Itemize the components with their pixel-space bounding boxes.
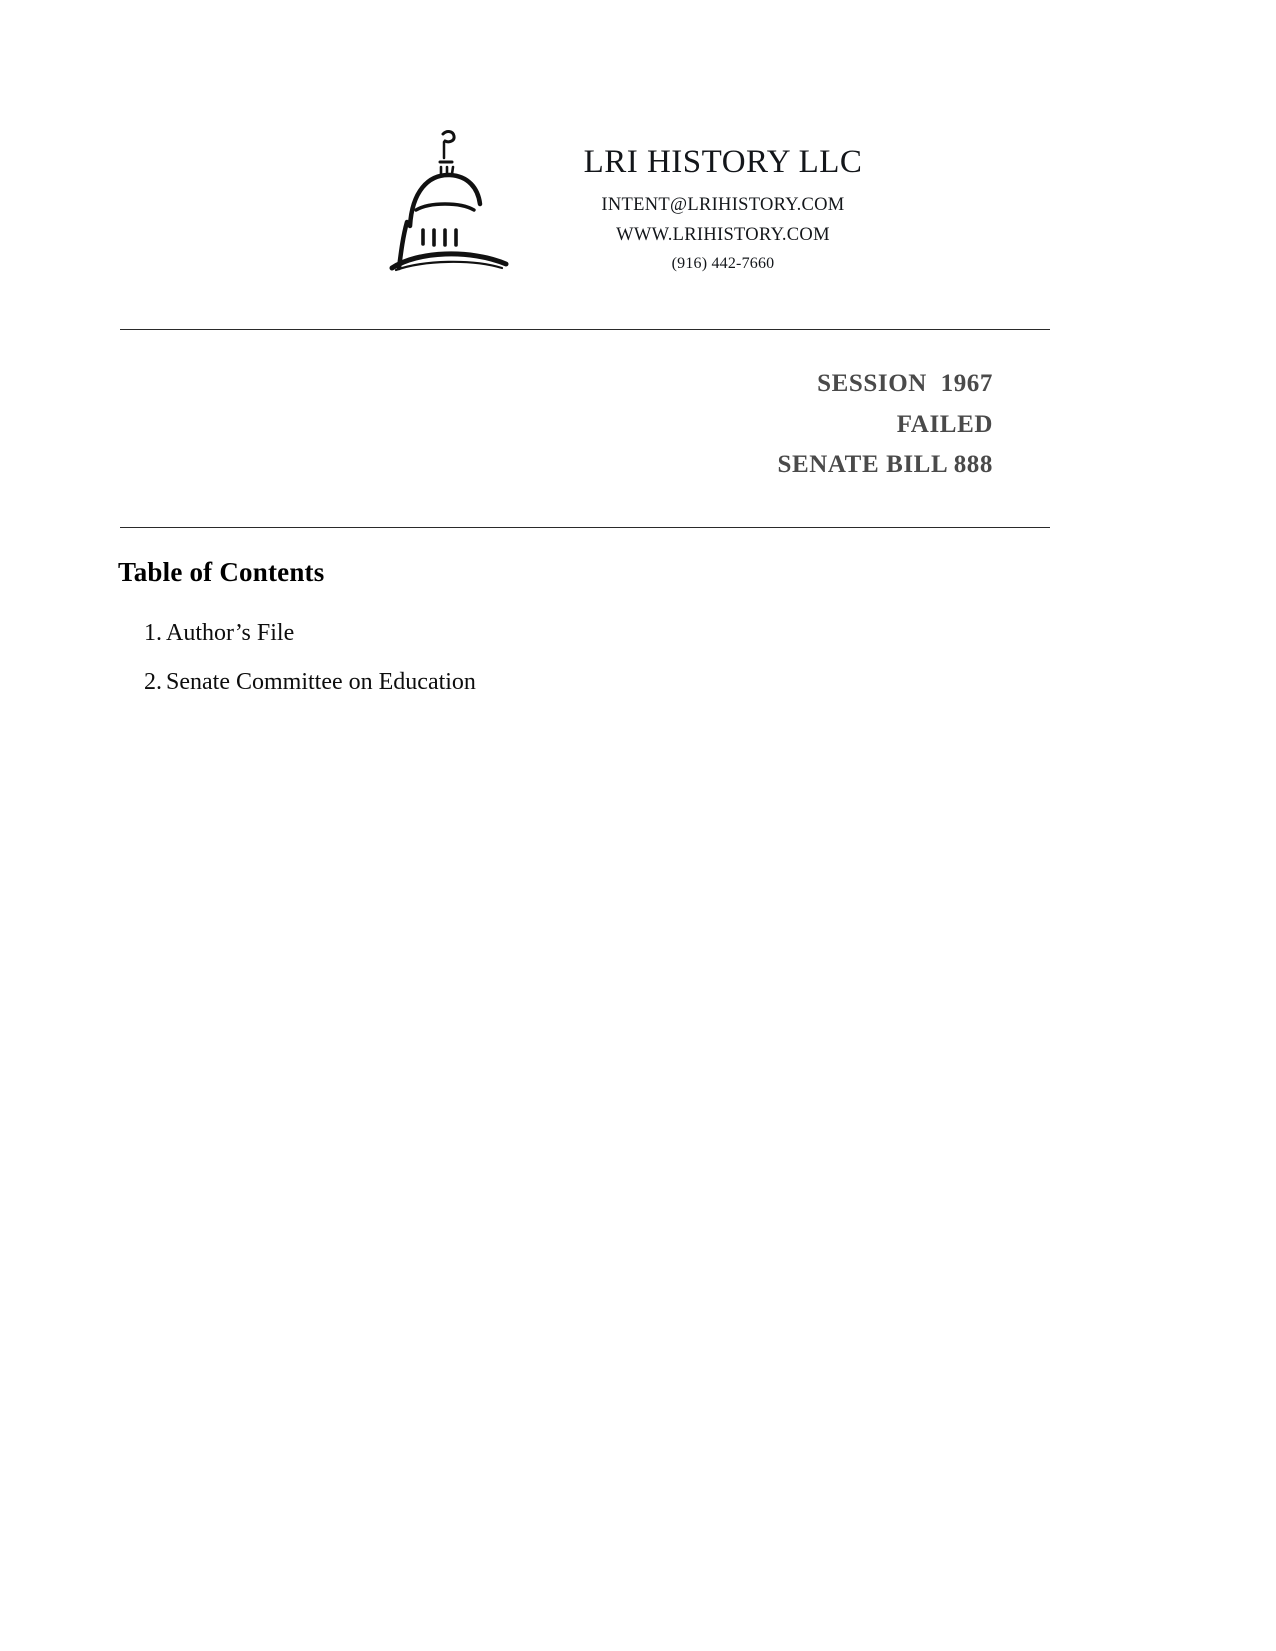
table-of-contents-heading: Table of Contents bbox=[118, 557, 325, 587]
list-item-number: 2. bbox=[144, 669, 162, 695]
company-name: LRI HISTORY LLC bbox=[583, 144, 863, 180]
list-item bbox=[118, 620, 918, 647]
phone-text: (916) 442-7660 bbox=[671, 255, 775, 272]
session-line: SESSION 1967 bbox=[817, 370, 993, 397]
list-item-label: Senate Committee on Education bbox=[166, 669, 476, 695]
contact-block bbox=[584, 118, 863, 282]
divider-bottom bbox=[120, 527, 1050, 528]
list-item-number: 1. bbox=[144, 620, 162, 646]
divider-top bbox=[120, 329, 1050, 330]
capitol-dome-sketch-icon bbox=[374, 118, 524, 288]
letterhead bbox=[0, 118, 1276, 288]
table-of-contents-list bbox=[118, 620, 918, 718]
bill-number-line: SENATE BILL 888 bbox=[777, 451, 993, 478]
website-text: WWW.LRIHISTORY.COM bbox=[616, 225, 830, 245]
status-line: FAILED bbox=[896, 410, 993, 438]
list-item bbox=[118, 669, 918, 696]
list-item-label: Author’s File bbox=[166, 620, 295, 646]
email-text: INTENT@LRIHISTORY.COM bbox=[601, 195, 845, 215]
bill-header bbox=[120, 364, 993, 486]
